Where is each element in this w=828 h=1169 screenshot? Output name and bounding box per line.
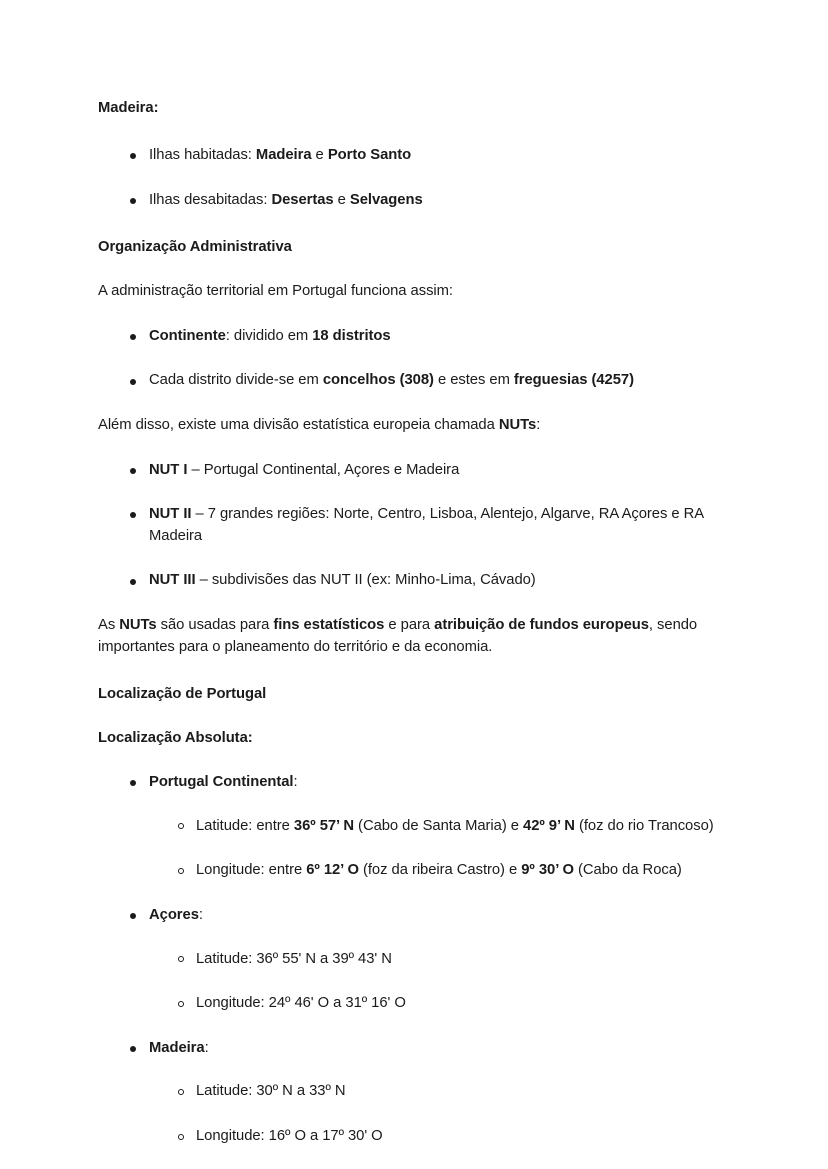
list-item <box>98 570 726 592</box>
coordinate-text: Latitude: 30º N a 33º N <box>196 1083 346 1100</box>
spacer <box>98 437 726 460</box>
heading-madeira-ilhas: Madeira: <box>98 100 159 116</box>
spacer <box>98 119 726 145</box>
paragraph-nuts-intro: Além disso, existe uma divisão estatística europeia chamada NUTs: <box>98 416 541 433</box>
bullet-circle-icon <box>178 823 184 829</box>
heading-localizacao-absoluta: Localização Absoluta: <box>98 730 253 747</box>
list-item <box>98 370 726 392</box>
bullet-disc-icon <box>130 579 136 585</box>
bullet-circle-icon <box>178 956 184 962</box>
list-item <box>98 145 726 167</box>
group-label: Portugal Continental: <box>149 774 298 791</box>
coordinate-text: Latitude: 36º 55' N a 39º 43' N <box>196 950 392 967</box>
paragraph-nuts-summary: As NUTs são usadas para fins estatísticos e para atribuição de fundos europeus, sendo importantes para o planeamento do território e da economia. <box>98 616 698 655</box>
list-item <box>98 326 726 348</box>
sublist-coordenadas <box>149 949 726 1015</box>
sublist-coordenadas <box>149 816 726 882</box>
bullet-disc-icon <box>130 780 136 786</box>
bullet-disc-icon <box>130 379 136 385</box>
list-item-acores <box>98 905 726 1015</box>
list-item-text: Ilhas habitadas: Madeira e Porto Santo <box>149 147 412 163</box>
spacer <box>98 705 726 728</box>
group-label: Açores: <box>149 906 203 923</box>
paragraph-administracao-intro: A administração territorial em Portugal funciona assim: <box>98 283 453 300</box>
list-item-coordinate <box>149 1126 726 1148</box>
group-label: Madeira: <box>149 1039 209 1056</box>
list-item-text: NUT I – Portugal Continental, Açores e Madeira <box>149 461 460 478</box>
sublist-coordenadas <box>149 1081 726 1147</box>
list-item-text: Ilhas desabitadas: Desertas e Selvagens <box>149 191 423 208</box>
heading-localizacao-portugal: Localização de Portugal <box>98 686 267 703</box>
list-item <box>98 460 726 482</box>
list-localizacao-absoluta <box>98 772 726 1147</box>
bullet-disc-icon <box>130 913 136 919</box>
list-item-text: Continente: dividido em 18 distritos <box>149 327 391 344</box>
coordinate-text: Longitude: 16º O a 17º 30' O <box>196 1127 383 1144</box>
spacer <box>98 658 726 684</box>
bullet-disc-icon <box>130 334 136 340</box>
list-madeira-ilhas <box>98 145 726 211</box>
list-item-coordinate <box>149 949 726 971</box>
list-item <box>98 504 726 547</box>
coordinate-text: Longitude: 24º 46' O a 31º 16' O <box>196 995 406 1012</box>
spacer <box>98 749 726 772</box>
list-item <box>98 190 726 212</box>
list-item-text: NUT II – 7 grandes regiões: Norte, Centro, Lisboa, Alentejo, Algarve, RA Açores e RA Madeira <box>149 506 704 544</box>
list-item-coordinate <box>149 816 726 838</box>
list-item-text: Cada distrito divide-se em concelhos (308) e estes em freguesias (4257) <box>149 372 634 389</box>
spacer <box>98 592 726 615</box>
bullet-disc-icon <box>130 153 136 159</box>
bullet-disc-icon <box>130 468 136 474</box>
spacer <box>98 392 726 415</box>
list-item-portugal-continental <box>98 772 726 882</box>
document-body <box>98 98 726 1147</box>
bullet-circle-icon <box>178 1089 184 1095</box>
list-item-coordinate <box>149 993 726 1015</box>
spacer <box>98 303 726 326</box>
spacer <box>98 258 726 281</box>
spacer <box>98 211 726 237</box>
bullet-circle-icon <box>178 1134 184 1140</box>
list-divisao-administrativa <box>98 326 726 392</box>
bullet-disc-icon <box>130 198 136 204</box>
coordinate-text: Longitude: entre 6º 12’ O (foz da ribeira Castro) e 9º 30’ O (Cabo da Roca) <box>196 862 682 879</box>
list-nuts <box>98 460 726 592</box>
bullet-circle-icon <box>178 868 184 874</box>
coordinate-text: Latitude: entre 36º 57’ N (Cabo de Santa Maria) e 42º 9’ N (foz do rio Trancoso) <box>196 817 714 834</box>
list-item-text: NUT III – subdivisões das NUT II (ex: Minho-Lima, Cávado) <box>149 572 536 589</box>
heading-organizacao-administrativa: Organização Administrativa <box>98 239 292 256</box>
bullet-circle-icon <box>178 1001 184 1007</box>
list-item-coordinate <box>149 1081 726 1103</box>
bullet-disc-icon <box>130 512 136 518</box>
list-item-madeira <box>98 1038 726 1148</box>
bullet-disc-icon <box>130 1046 136 1052</box>
list-item-coordinate <box>149 860 726 882</box>
